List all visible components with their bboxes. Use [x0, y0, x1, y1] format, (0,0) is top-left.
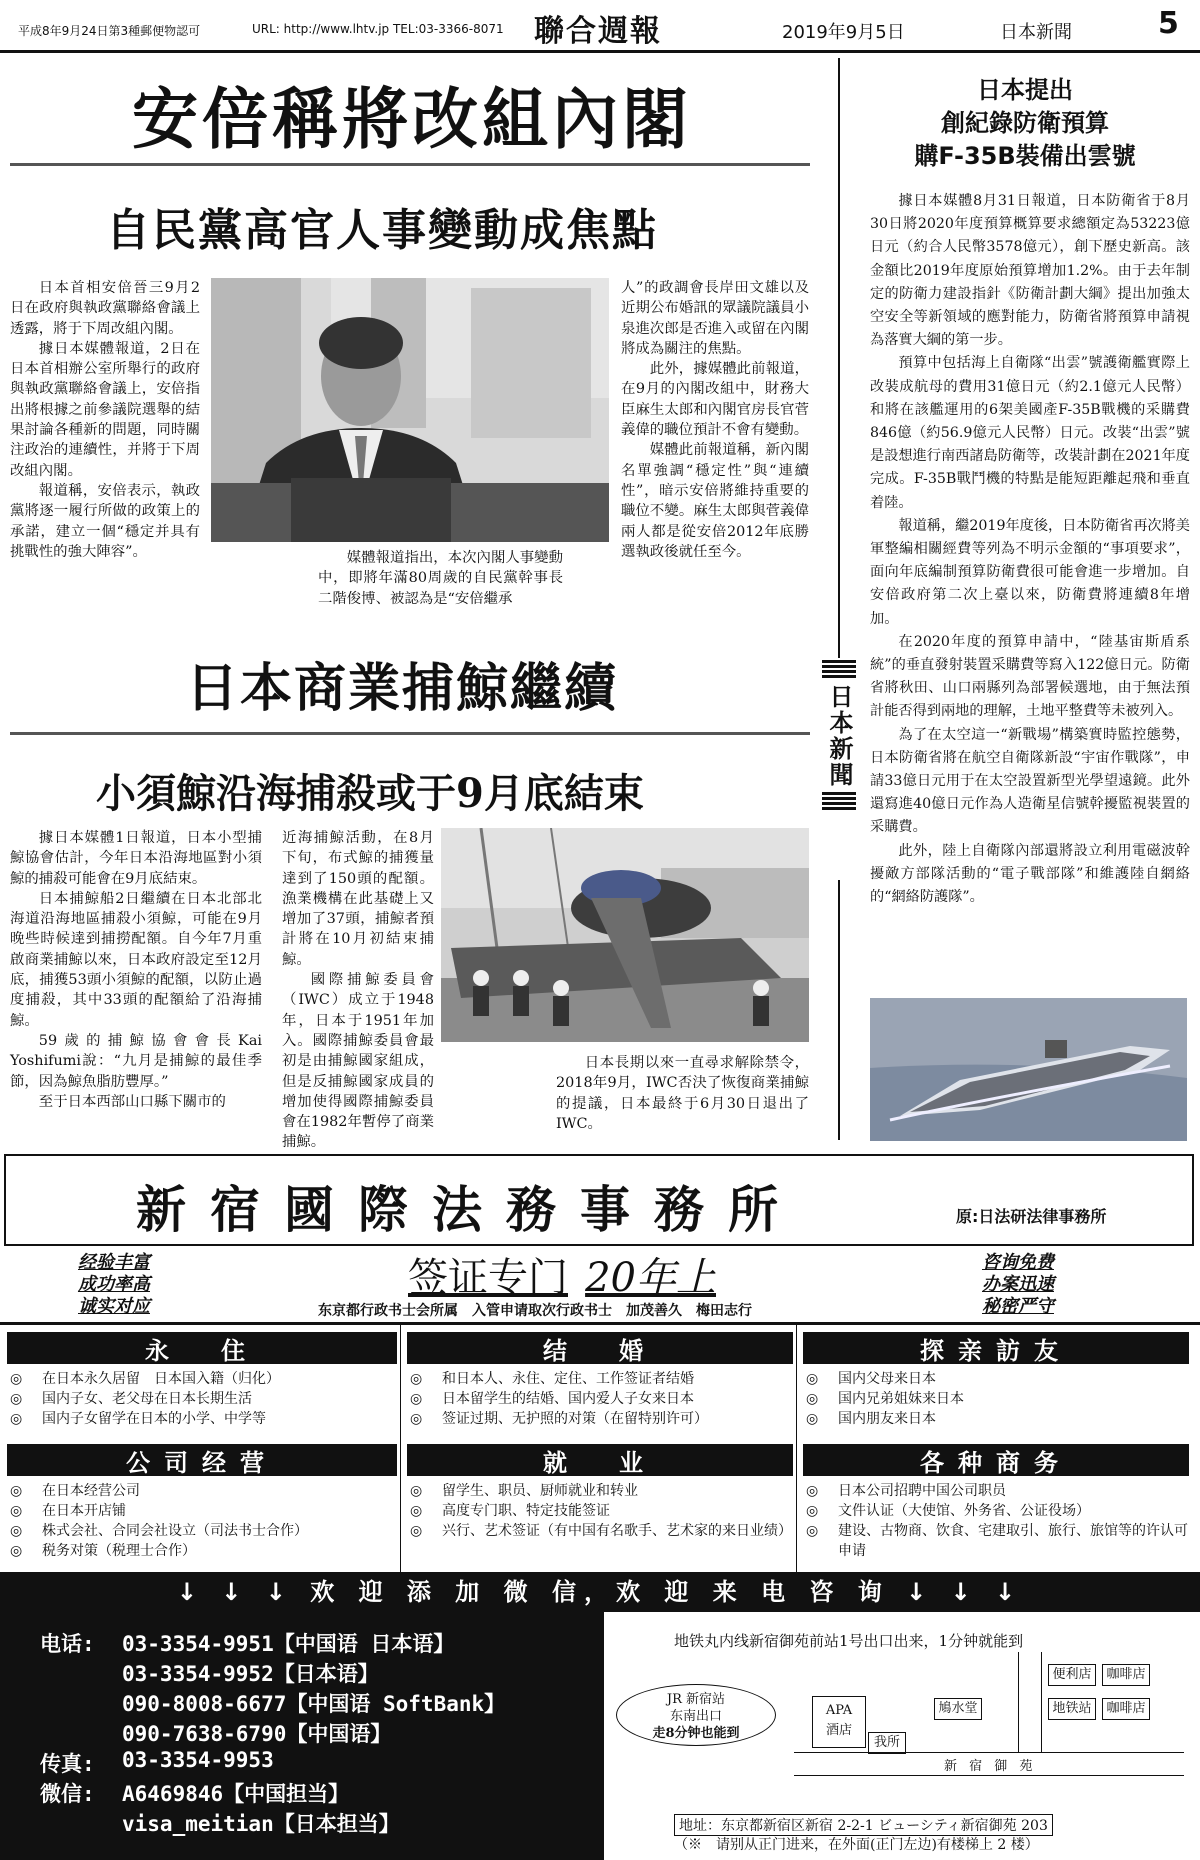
- article2-headline: 日本商業捕鯨繼續: [186, 659, 619, 719]
- bullet-icon: ◎: [806, 1483, 819, 1499]
- slogan: 经验丰富: [78, 1252, 150, 1273]
- wechat-banner: [0, 1572, 1200, 1612]
- category-item: [4, 1541, 400, 1561]
- wechat-id-1[interactable]: A6469846【中国担当】: [122, 1782, 350, 1806]
- category-item: [800, 1481, 1192, 1501]
- category-item: [404, 1521, 796, 1541]
- category-title: 各种商务: [800, 1441, 1192, 1479]
- article3-headline: [860, 74, 1190, 173]
- column-divider-lower: [838, 880, 840, 1140]
- category-item: [800, 1369, 1192, 1389]
- staff-line: 东京都行政书士会所属 入管申请取次行政书士 加茂善久 梅田志行: [318, 1303, 752, 1319]
- slogan: 咨询免费: [982, 1252, 1054, 1273]
- vertical-section-label: [822, 660, 856, 870]
- location-map: [604, 1612, 1200, 1860]
- category-item-text: 高度专门职、特定技能签证: [442, 1503, 610, 1519]
- issue-date: 2019年9月5日: [782, 22, 905, 43]
- headline-rule-2: [10, 732, 810, 735]
- category-item-text: 国内子女、老父母在日本长期生活: [42, 1391, 252, 1407]
- category-title: 就 业: [404, 1441, 796, 1479]
- article1-paragraph: 報道稱，安倍表示，執政黨將逐一履行所做的政策上的承諾，建立一個“穩定并具有挑戰性的強大陣容”。: [10, 482, 200, 560]
- slogan: 诚实对应: [78, 1296, 150, 1317]
- postal-permit: 平成8年9月24日第3種郵便物認可: [18, 24, 201, 38]
- article1-paragraph: 據日本媒體報道，2日在日本首相辦公室所舉行的政府與執政黨聯絡會議上，安倍指出將根據之前參議院選舉的結果討論各種新的問題，同時關注政治的連續性，并將于下周改組內閣。: [10, 340, 200, 479]
- article2-paragraph: 至于日本西部山口縣下關市的: [38, 1093, 226, 1110]
- headline-rule: [10, 163, 810, 166]
- article1-subhead: 自民黨高官人事變動成焦點: [106, 205, 658, 256]
- article3-paragraph: 報道稱，繼2019年度後，日本防衛省再次將美軍整編相關經費等列為不明示金額的“事項要求”，面向年底編制預算防衛費很可能會進一步增加。自安倍政府第二次上臺以來，防衛費將連續8年增加。: [870, 517, 1190, 627]
- subway-station: 地铁站: [1048, 1698, 1096, 1720]
- category-item-text: 税务对策（税理士合作）: [42, 1543, 196, 1559]
- store-1: 便利店: [1048, 1664, 1096, 1686]
- article1-paragraph: 此外，據媒體此前報道，在9月的內閣改組中，財務大臣麻生太郎和內閣官房長官菅義偉的職位預計不會有變動。: [621, 361, 809, 439]
- bullet-icon: ◎: [806, 1411, 819, 1427]
- category-item: [404, 1389, 796, 1409]
- bullet-icon: ◎: [10, 1411, 23, 1427]
- jr-station-oval: JR 新宿站 东南出口 走8分钟也能到: [616, 1684, 776, 1746]
- category-item-text: 在日本经营公司: [42, 1483, 140, 1499]
- category-item: [800, 1389, 1192, 1409]
- wechat-label: 微信:: [40, 1782, 95, 1806]
- article2-paragraph: 據日本媒體1日報道，日本小型捕鯨協會估計，今年日本沿海地區對小須鯨的捕殺可能會在9月底結束。: [10, 830, 262, 887]
- page-number: 5: [1158, 6, 1179, 41]
- map-road-v: [1018, 1652, 1042, 1752]
- category-item-text: 在日本开店铺: [42, 1503, 126, 1519]
- category-item-text: 日本留学生的结婚、国内爱人子女来日本: [442, 1391, 694, 1407]
- article3-body: [870, 190, 1190, 909]
- category-item-text: 在日本永久居留 日本国入籍（归化）: [42, 1371, 280, 1387]
- street-label: 新 宿 御 苑: [944, 1759, 1037, 1774]
- article3-paragraph: 此外，陸上自衛隊內部還將設立利用電磁波幹擾敵方部隊活動的“電子戰部隊”和維護陸自網絡的“網絡防護隊”。: [870, 842, 1190, 906]
- bullet-icon: ◎: [10, 1391, 23, 1407]
- category-item-text: 国内兄弟姐妹来日本: [838, 1391, 964, 1407]
- slogan: 办案迅速: [982, 1274, 1054, 1295]
- bullet-icon: ◎: [806, 1523, 819, 1539]
- article2-paragraph: 59歲的捕鯨協會會長Kai Yoshifumi說：“九月是捕鯨的最佳季節，因為鯨魚脂肪豐厚。”: [10, 1032, 262, 1090]
- abe-photo: [211, 278, 609, 542]
- bullet-icon: ◎: [10, 1483, 23, 1499]
- bullet-icon: ◎: [410, 1411, 423, 1427]
- map-direction-text: 地铁丸内线新宿御苑前站1号出口出来，1分钟就能到: [674, 1632, 1024, 1650]
- contact-panel: [0, 1612, 604, 1860]
- apa-hotel: APA 酒店: [812, 1696, 866, 1748]
- category-item-text: 国内子女留学在日本的小学、中学等: [42, 1411, 266, 1427]
- visa-years: 20年上: [585, 1255, 716, 1301]
- category-item: [404, 1481, 796, 1501]
- category-item: [4, 1389, 400, 1409]
- cafe-2: 咖啡店: [1102, 1698, 1150, 1720]
- column-divider: [838, 58, 840, 658]
- fax-number[interactable]: 03-3354-9953: [122, 1748, 274, 1772]
- category-item: [404, 1369, 796, 1389]
- article2-subhead: 小須鯨沿海捕殺或于9月底結束: [96, 770, 644, 817]
- article1-headline: 安倍稱將改組內閣: [132, 81, 692, 158]
- bullet-icon: ◎: [10, 1371, 23, 1387]
- firm-name-box: [4, 1154, 1194, 1246]
- visa-title-row: [408, 1246, 716, 1303]
- slogan: 成功率高: [78, 1274, 150, 1295]
- article3-headline-line: 日本提出: [977, 76, 1073, 104]
- left-slogans: [78, 1252, 150, 1318]
- article1-column-2: [318, 548, 563, 609]
- category-list: [800, 1369, 1192, 1429]
- article2-paragraph: 近海捕鯨活動，在8月下旬，布式鯨的捕獲量達到了150頭的配額。漁業機構在此基礎上又增加了37頭，捕鯨者預計將在10月初結束捕鯨。: [282, 830, 434, 968]
- article3-headline-line: 購F-35B裝備出雲號: [914, 142, 1136, 170]
- map-address: 地址：东京都新宿区新宿 2-2-1 ビューシティ新宿御苑 203: [674, 1814, 1053, 1836]
- visa-title: 签证专门: [408, 1255, 568, 1301]
- tel-line-3[interactable]: 090-8008-6677【中国语 SoftBank】: [122, 1692, 506, 1716]
- article2-paragraph: 國際捕鯨委員會（IWC）成立于1948年，日本于1951年加入。國際捕鯨委員會最初是由捕鯨國家組成，但是反捕鯨國家成員的增加使得國際捕鯨委員會在1982年暫停了商業捕鯨。: [282, 972, 434, 1151]
- bullet-icon: ◎: [806, 1391, 819, 1407]
- category-item: [404, 1501, 796, 1521]
- bullet-icon: ◎: [410, 1483, 423, 1499]
- article3-paragraph: 在2020年度的預算申請中，“陸基宙斯盾系統”的垂直發射裝置采購費等寫入122億日元。防衛省將秋田、山口兩縣列為部署候選地，由于無法預計能否得到兩地的理解，土地平整費等未被列入。: [870, 633, 1190, 720]
- category-list: [800, 1481, 1192, 1561]
- store-2: 鳩水堂: [934, 1698, 982, 1720]
- article2-column-1: [10, 828, 262, 1112]
- category-item-text: 文件认证（大使馆、外务省、公证役场）: [838, 1503, 1090, 1519]
- article1-paragraph: 日本首相安倍晉三9月2日在政府與執政黨聯絡會議上透露，將于下周改組內閣。: [10, 280, 200, 337]
- category-item: [4, 1369, 400, 1389]
- category-item: [404, 1409, 796, 1429]
- right-slogans: [982, 1252, 1054, 1318]
- category-item: [800, 1409, 1192, 1429]
- article3-paragraph: 為了在太空這一“新戰場”構築實時監控態勢，日本防衛省將在航空自衛隊新設“宇宙作戰隊”，申請33億日元用于在太空設置新型光學望遠鏡。此外還寫進40億日元作為人造衛星信號幹擾監視裝置的采購費。: [870, 726, 1190, 836]
- category-item-text: 株式会社、合同会社设立（司法书士合作）: [42, 1523, 308, 1539]
- article1-paragraph: 人”的政調會長岸田文雄以及近期公布婚訊的眾議院議員小泉進次郎是否進入或留在內閣將成為關注的焦點。: [621, 280, 809, 357]
- article2-paragraph: 日本捕鯨船2日繼續在日本北部北海道沿海地區捕殺小須鯨，可能在9月晚些時候達到捕撈配額。自今年7月重啟商業捕鯨以來，日本政府設定至12月底，捕獲53頭小須鯨的配額，以防止過度捕殺，其中33頭的配額給了沿海捕鯨。: [10, 890, 262, 1029]
- bullet-icon: ◎: [806, 1503, 819, 1519]
- bullet-icon: ◎: [806, 1371, 819, 1387]
- bullet-icon: ◎: [410, 1523, 423, 1539]
- article2-column-2: [282, 828, 434, 1153]
- bullet-icon: ◎: [410, 1391, 423, 1407]
- tel-line-1[interactable]: 03-3354-9951【中国语 日本语】: [122, 1632, 455, 1656]
- bullet-icon: ◎: [410, 1503, 423, 1519]
- article1-paragraph: 媒體此前報道稱，新內閣名單強調“穩定性”與“連續性”，暗示安倍將維持重要的職位不變。麻生太郎與菅義偉兩人都是從安倍2012年底勝選執政後就任至今。: [621, 442, 809, 560]
- grid-divider: [400, 1325, 401, 1575]
- category-title: 公司经营: [4, 1441, 400, 1479]
- bullet-icon: ◎: [10, 1543, 23, 1559]
- map-note: （※ 请别从正门进来，在外面(正门左边)有楼梯上 2 楼）: [674, 1837, 1039, 1853]
- category-item-text: 留学生、职员、厨师就业和转业: [442, 1483, 638, 1499]
- category-item: [4, 1521, 400, 1541]
- category-list: [4, 1481, 400, 1561]
- our-office: 我所: [868, 1732, 906, 1754]
- grid-divider: [796, 1325, 797, 1575]
- vertical-label-text: 日本新聞: [825, 684, 853, 788]
- tel-line-2[interactable]: 03-3354-9952【日本语】: [122, 1662, 379, 1686]
- article2-column-3: [556, 1053, 809, 1134]
- article3-headline-line: 創紀錄防衛預算: [941, 109, 1109, 137]
- category-item: [4, 1501, 400, 1521]
- tel-line-4[interactable]: 090-7638-6790【中国语】: [122, 1722, 392, 1746]
- page-header: [0, 0, 1200, 53]
- article1-paragraph: 媒體報道指出，本次內閣人事變動中，即將年滿80周歲的自民黨幹事長二階俊博、被認為是“安倍繼承: [318, 550, 563, 607]
- category-item-text: 国内朋友来日本: [838, 1411, 936, 1427]
- category-item-text: 兴行、艺术签证（有中国有名歌手、艺术家的来日业绩）: [442, 1523, 792, 1539]
- banner-text: ↓ ↓ ↓ 欢 迎 添 加 微 信，欢 迎 来 电 咨 询 ↓ ↓ ↓: [176, 1578, 1024, 1606]
- tel-label: 电话:: [40, 1632, 95, 1656]
- masthead: 聯合週報: [534, 14, 662, 49]
- category-item-text: 国内父母来日本: [838, 1371, 936, 1387]
- bullet-icon: ◎: [410, 1371, 423, 1387]
- article3-paragraph: 據日本媒體8月31日報道，日本防衛省于8月30日將2020年度預算概算要求總額定為53223億日元（約合人民幣3578億元），創下歷史新高。該金額比2019年度原始預算增加1.2%。由于去年制定的防衛力建設指針《防衛計劃大綱》提出加強太空安全等新領域的應對能力，防衛省將預算申請視為落實大綱的第一步。: [870, 193, 1190, 349]
- whale-photo: [441, 828, 809, 1042]
- article1-column-1: [10, 278, 200, 562]
- cafe-1: 咖啡店: [1102, 1664, 1150, 1686]
- category-item-text: 签证过期、无护照的对策（在留特别许可）: [442, 1411, 708, 1427]
- article3-paragraph: 預算中包括海上自衛隊“出雲”號護衛艦實際上改裝成航母的費用31億日元（約2.1億元人民幣）和將在該艦運用的6架美國產F-35B戰機的采購費846億（約56.9億元人民幣）日元。改裝“出雲”號是設想進行南西諸島防衛等，改裝計劃在2021年度完成。F-35B戰鬥機的特點是能短距離起飛和垂直着陸。: [870, 355, 1190, 511]
- section-name: 日本新聞: [1000, 22, 1072, 43]
- category-title: 结 婚: [404, 1329, 796, 1367]
- warship-photo: [870, 998, 1187, 1141]
- category-item: [4, 1409, 400, 1429]
- slogan: 秘密严守: [982, 1296, 1054, 1317]
- category-item: [800, 1521, 1192, 1561]
- category-title: 探亲訪友: [800, 1329, 1192, 1367]
- article1-column-3: [621, 278, 809, 562]
- category-item-text: 和日本人、永住、定住、工作签证者结婚: [442, 1371, 694, 1387]
- fax-label: 传真:: [40, 1752, 95, 1776]
- category-title: 永 住: [4, 1329, 400, 1367]
- wechat-id-2[interactable]: visa_meitian【日本担当】: [122, 1812, 400, 1836]
- former-name: 原:日法研法律事務所: [956, 1207, 1107, 1226]
- bullet-icon: ◎: [10, 1503, 23, 1519]
- bullet-icon: ◎: [10, 1523, 23, 1539]
- category-item: [800, 1501, 1192, 1521]
- category-list: [404, 1481, 796, 1541]
- category-list: [4, 1369, 400, 1429]
- article2-paragraph: 日本長期以來一直尋求解除禁令，2018年9月，IWC否決了恢復商業捕鯨的提議，日本最終于6月30日退出了IWC。: [556, 1055, 809, 1132]
- ad-section: [0, 1150, 1200, 1860]
- category-item: [4, 1481, 400, 1501]
- category-item-text: 日本公司招聘中国公司职员: [838, 1483, 1006, 1499]
- header-contact: URL: http://www.lhtv.jp TEL:03-3366-8071: [252, 22, 504, 36]
- category-item-text: 建设、古物商、饮食、宅建取引、旅行、旅馆等的许认可申请: [838, 1523, 1188, 1559]
- category-list: [404, 1369, 796, 1429]
- firm-name: 新宿國際法務事務所: [136, 1180, 802, 1239]
